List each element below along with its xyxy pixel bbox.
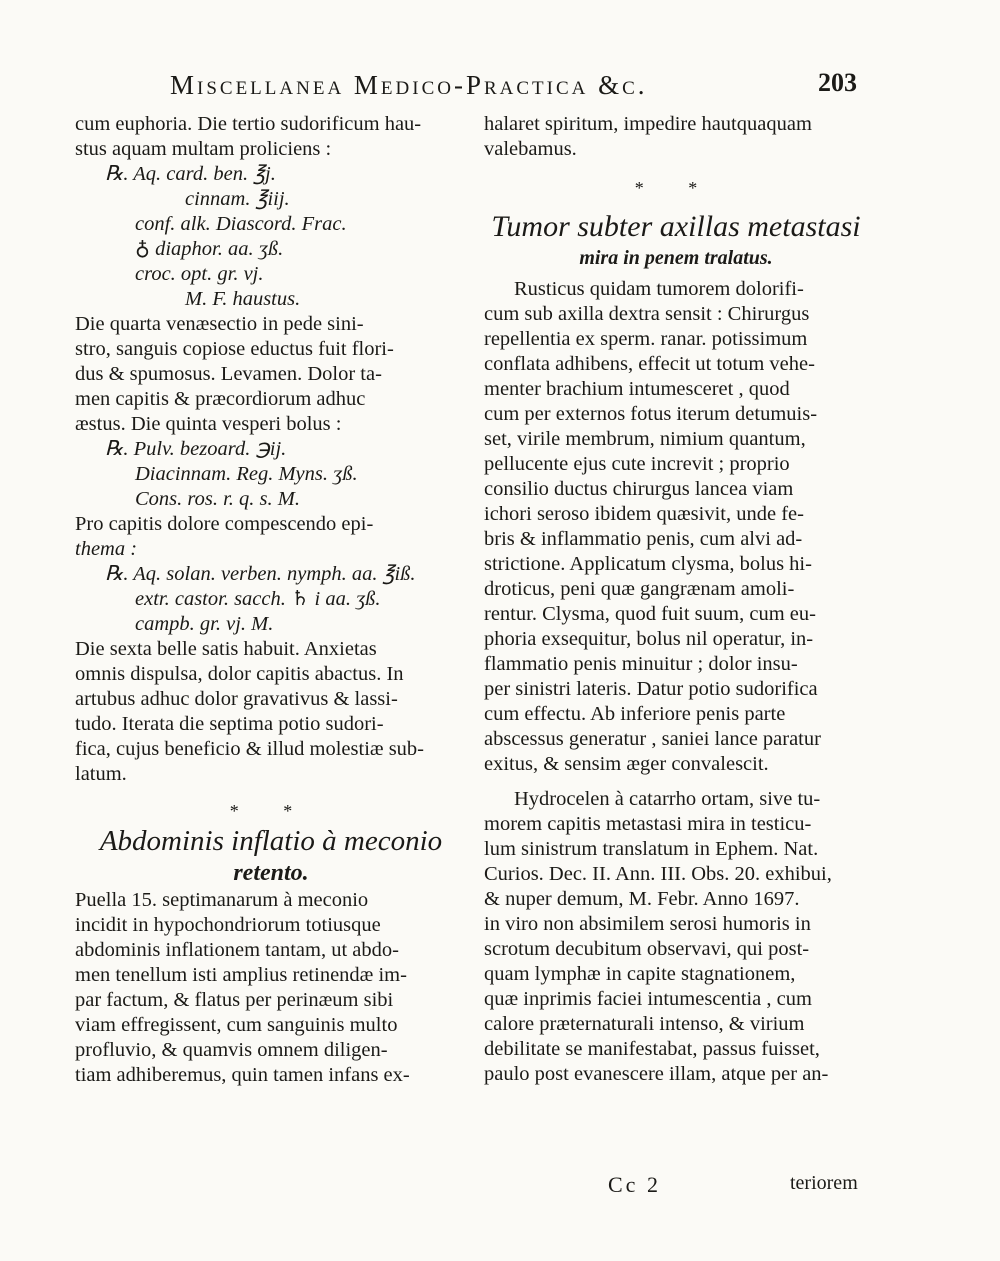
text-line: Die sexta belle satis habuit. Anxietas [75, 638, 377, 660]
text-line: stus aquam multam proliciens : [75, 138, 332, 160]
text-line: calore præternaturali intenso, & virium [484, 1013, 805, 1035]
spacer [484, 777, 868, 787]
text-line: conflata adhibens, effecit ut totum vehe- [484, 353, 815, 375]
left-column [75, 112, 467, 1088]
text-line: cum sub axilla dextra sensit : Chirurgus [484, 303, 810, 325]
text-line: men tenellum isti amplius retinendæ im- [75, 964, 407, 986]
text-line: debilitate se manifestabat, passus fuisset, [484, 1038, 820, 1060]
text-line: lum sinistrum translatum in Ephem. Nat. [484, 838, 819, 860]
text-line: Die quarta venæsectio in pede sini- [75, 313, 364, 335]
text-line: Hydrocelen à catarrho ortam, sive tu- [514, 788, 821, 810]
recipe-line: ℞. Aq. solan. verben. nymph. aa. ℥iß. [105, 563, 416, 585]
text-line: incidit in hypochondriorum totiusque [75, 914, 381, 936]
text-line: Puella 15. septimanarum à meconio [75, 889, 369, 911]
recipe-line: M. F. haustus. [185, 288, 301, 310]
text-line: morem capitis metastasi mira in testicu- [484, 813, 812, 835]
text-line: valebamus. [484, 138, 577, 160]
catchword: teriorem [790, 1172, 858, 1194]
right-column [484, 112, 868, 1087]
text-line: repellentia ex sperm. ranar. potissimum [484, 328, 808, 350]
text-line: Rusticus quidam tumorem dolorifi- [514, 278, 804, 300]
text-line: cum per externos fotus iterum detumuis- [484, 403, 818, 425]
text-line: menter brachium intumesceret , quod [484, 378, 790, 400]
section-stars: * * [634, 178, 718, 198]
text-line: men capitis & præcordiorum adhuc [75, 388, 366, 410]
text-line: tiam adhiberemus, quin tamen infans ex- [75, 1064, 410, 1086]
section-heading-sub: retento. [233, 860, 309, 886]
text-line: abscessus generatur , saniei lance paratur [484, 728, 821, 750]
text-line: latum. [75, 763, 127, 785]
text-line: viam effregissent, cum sanguinis multo [75, 1014, 398, 1036]
recipe-line: ♁ diaphor. aa. ʒß. [135, 238, 284, 260]
text-line: scrotum decubitum observavi, qui post- [484, 938, 810, 960]
text-line: tudo. Iterata die septima potio sudori- [75, 713, 384, 735]
text-line: pellucente ejus cute increvit ; proprio [484, 453, 790, 475]
text-line: fica, cujus beneficio & illud molestiæ sub- [75, 738, 425, 760]
recipe-line: ℞. Pulv. bezoard. ℈ij. [105, 438, 287, 460]
text-line: thema : [75, 538, 138, 560]
text-line: abdominis inflationem tantam, ut abdo- [75, 939, 399, 961]
page-number: 203 [818, 68, 857, 97]
text-line: Curios. Dec. II. Ann. III. Obs. 20. exhibui, [484, 863, 832, 885]
recipe-line: cinnam. ℥iij. [185, 188, 290, 210]
recipe-line: croc. opt. gr. vj. [135, 263, 264, 285]
section-heading: Abdominis inflatio à meconio [99, 825, 443, 857]
recipe-line: conf. alk. Diascord. Frac. [135, 213, 347, 235]
text-line: per sinistri lateris. Datur potio sudorifica [484, 678, 818, 700]
section-heading: Tumor subter axillas metastasi [491, 210, 861, 243]
text-line: set, virile membrum, nimium quantum, [484, 428, 806, 450]
text-line: exitus, & sensim æger convalescit. [484, 753, 769, 775]
text-line: paulo post evanescere illam, atque per an- [484, 1063, 829, 1085]
text-line: quam lymphæ in capite stagnationem, [484, 963, 796, 985]
text-line: droticus, peni quæ gangrænam amoli- [484, 578, 795, 600]
text-line: dus & spumosus. Levamen. Dolor ta- [75, 363, 382, 385]
recipe-line: Diacinnam. Reg. Myns. ʒß. [135, 463, 358, 485]
signature-mark: Cc 2 [608, 1172, 661, 1197]
text-line: bris & inflammatio penis, cum alvi ad- [484, 528, 803, 550]
text-line: consilio ductus chirurgus lancea viam [484, 478, 794, 500]
section-heading-sub: mira in penem tralatus. [579, 247, 773, 269]
text-line: flammatio penis minuitur ; dolor insu- [484, 653, 798, 675]
text-line: cum euphoria. Die tertio sudorificum hau- [75, 113, 422, 135]
recipe-line: extr. castor. sacch. ♄ i aa. ʒß. [135, 588, 381, 610]
text-line: & nuper demum, M. Febr. Anno 1697. [484, 888, 800, 910]
text-line: rentur. Clysma, quod fuit suum, cum eu- [484, 603, 816, 625]
text-line: cum effectu. Ab inferiore penis parte [484, 703, 786, 725]
text-line: phoria exsequitur, bolus nil operatur, in- [484, 628, 814, 650]
recipe-line: Cons. ros. r. q. s. M. [135, 488, 300, 510]
text-line: par factum, & flatus per perinæum sibi [75, 989, 394, 1011]
recipe-line: campb. gr. vj. M. [135, 613, 274, 635]
section-stars: * * [229, 801, 313, 821]
running-head: Miscellanea Medico-Practica &c. [170, 70, 648, 100]
text-line: omnis dispulsa, dolor capitis abactus. In [75, 663, 404, 685]
spacer [484, 201, 868, 209]
text-line: halaret spiritum, impedire hautquaquam [484, 113, 812, 135]
spacer [484, 162, 868, 176]
spacer [75, 787, 467, 799]
text-line: stro, sanguis copiose eductus fuit flori- [75, 338, 394, 360]
text-line: Pro capitis dolore compescendo epi- [75, 513, 374, 535]
text-line: profluvio, & quamvis omnem diligen- [75, 1039, 388, 1061]
recipe-line: ℞. Aq. card. ben. ℥j. [105, 163, 276, 185]
text-line: quæ inprimis faciei intumescentia , cum [484, 988, 812, 1010]
text-line: strictione. Applicatum clysma, bolus hi- [484, 553, 812, 575]
text-line: in viro non absimilem serosi humoris in [484, 913, 811, 935]
text-line: æstus. Die quinta vesperi bolus : [75, 413, 342, 435]
text-line: ichori seroso ibidem quæsivit, unde fe- [484, 503, 804, 525]
text-line: artubus adhuc dolor gravativus & lassi- [75, 688, 398, 710]
